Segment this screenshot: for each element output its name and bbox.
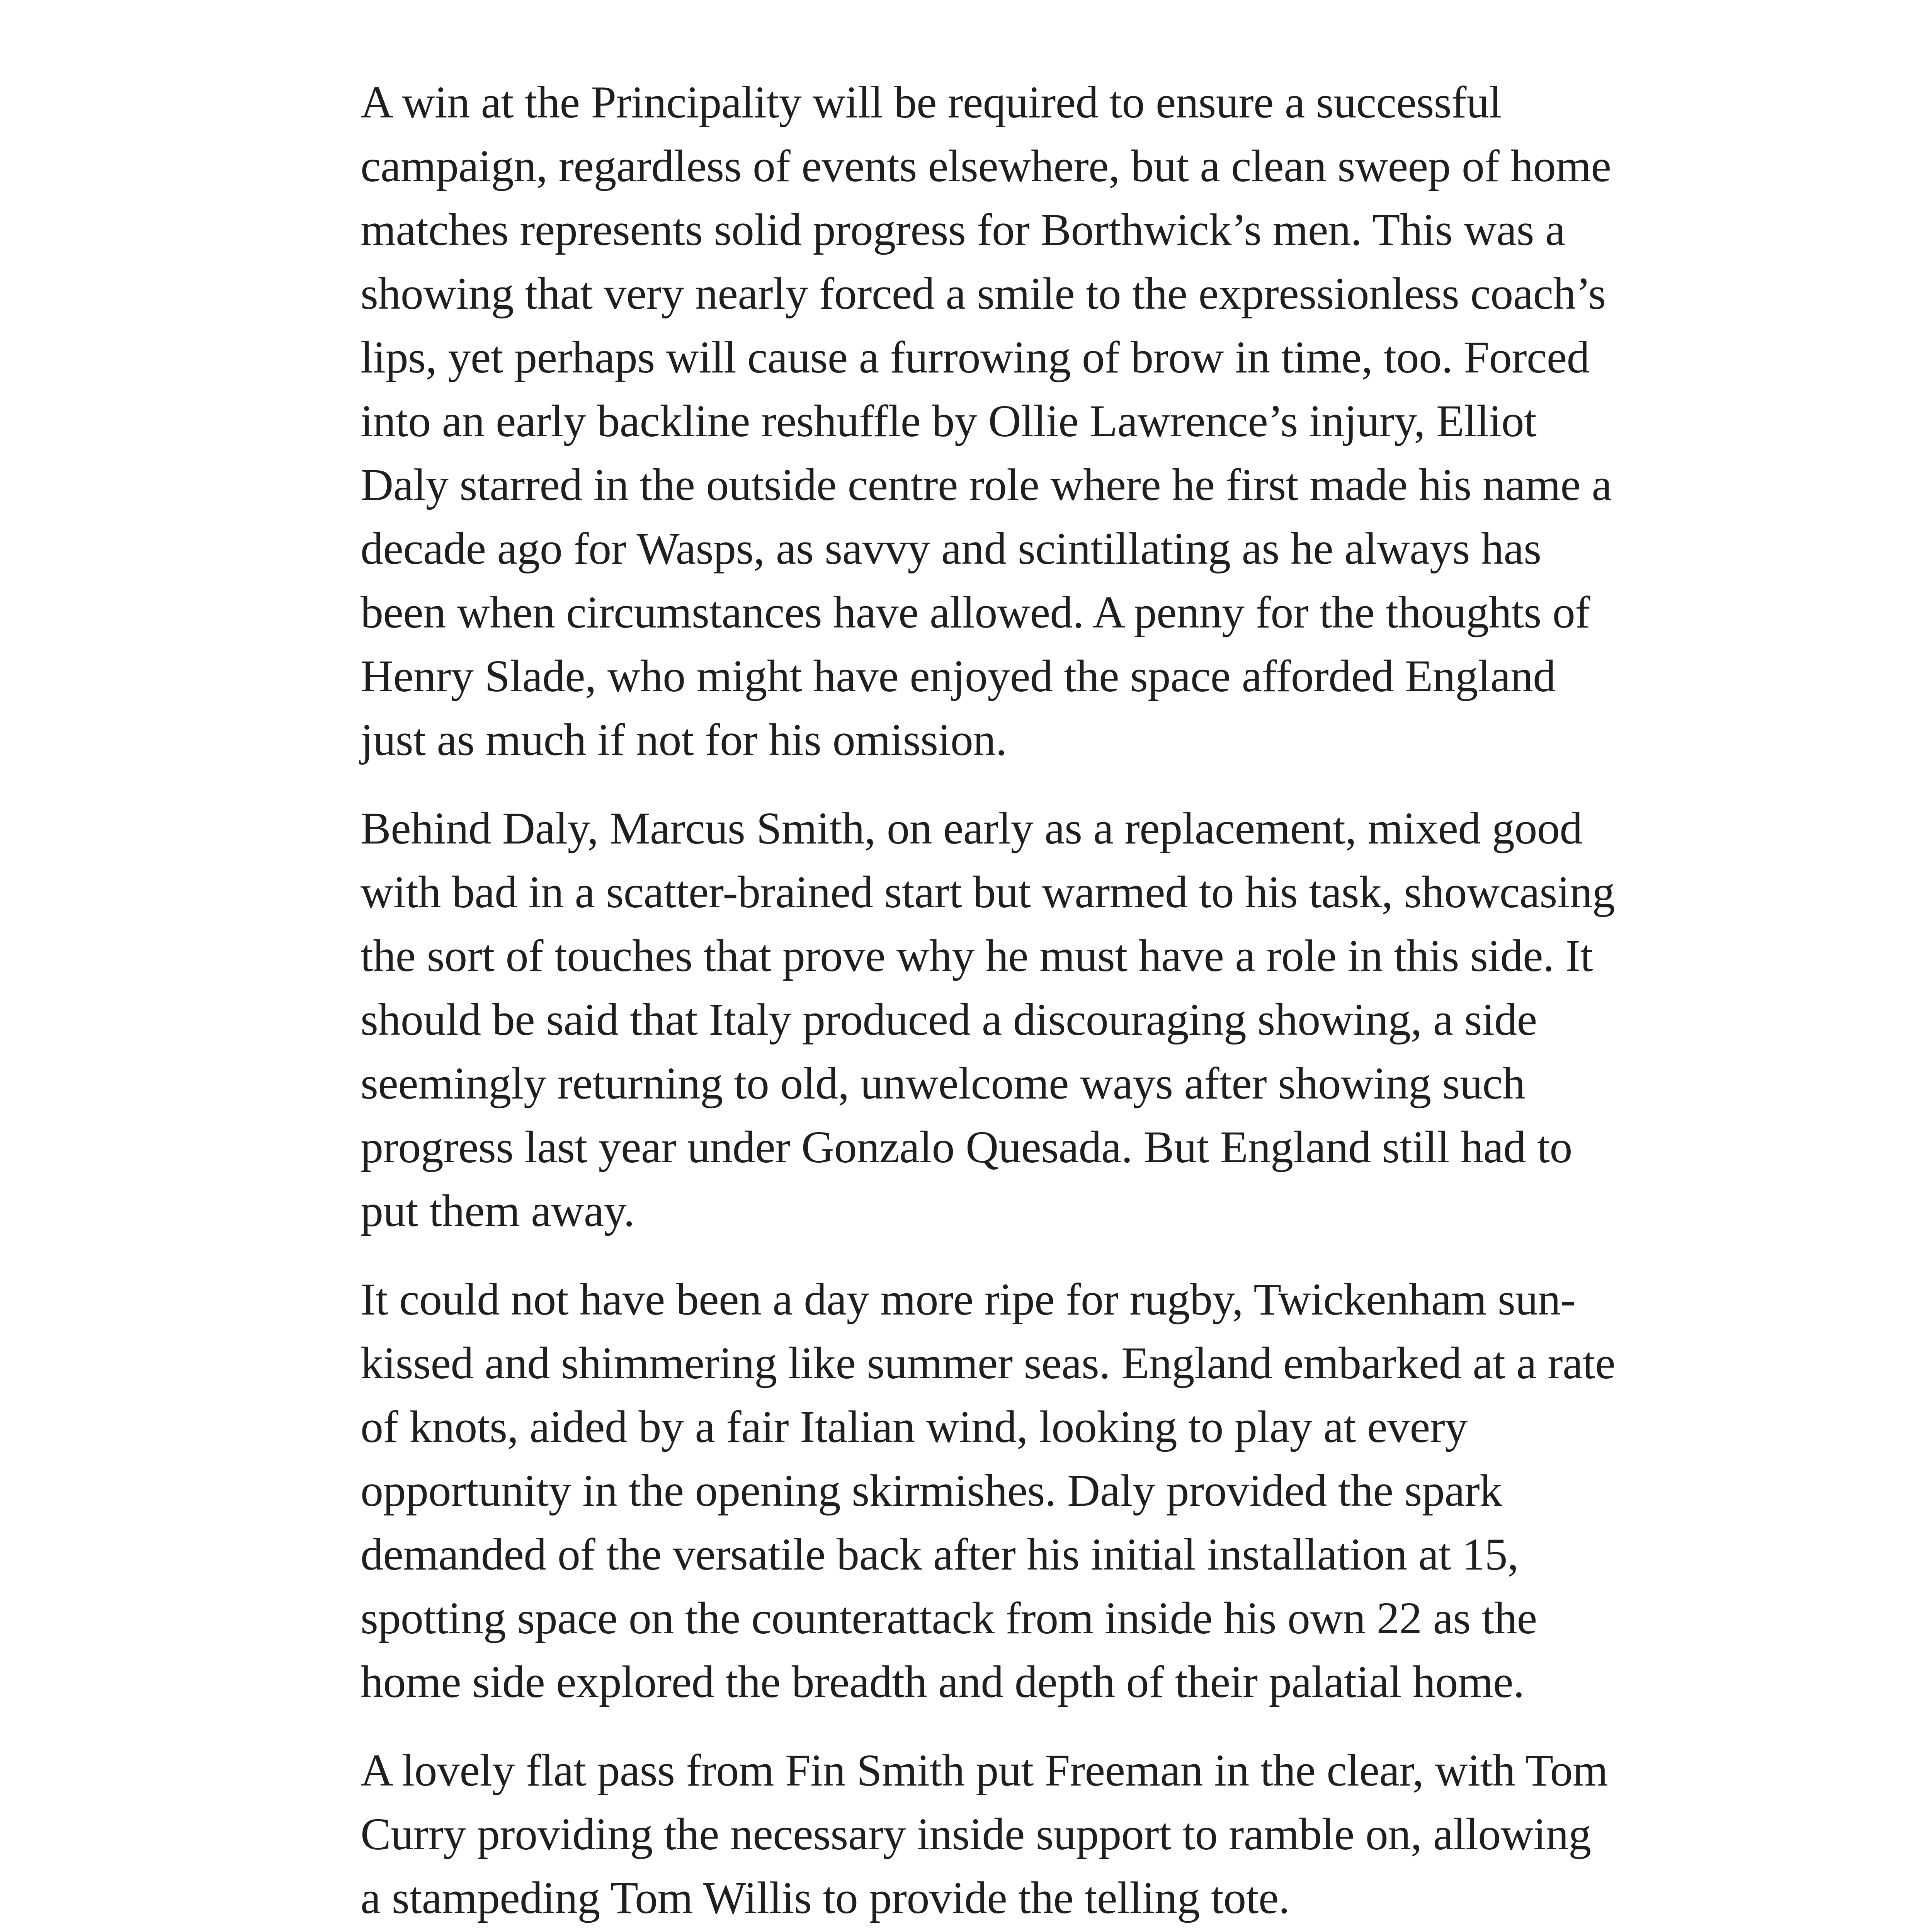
- article-paragraph-1: A win at the Principality will be required to ensure a successful campaign, regardless of events elsewhere, but a clean sweep of home matches represents solid progress for Borthwick’s men. This was a showing that very nearly forced a smile to the expressionless coach’s lips, yet perhaps will cause a furrowing of brow in time, too. Forced into an early backline reshuffle by Ollie Lawrence’s injury, Elliot Daly starred in the outside centre role where he first made his name a decade ago for Wasps, as savvy and scintillating as he always has been when circumstances have allowed. A penny for the thoughts of Henry Slade, who might have enjoyed the space afforded England just as much if not for his omission.: [361, 77, 1612, 765]
- article-paragraph-4: A lovely flat pass from Fin Smith put Freeman in the clear, with Tom Curry providing the necessary inside support to ramble on, allowing a stampeding Tom Willis to provide the telling tote.: [361, 1745, 1608, 1923]
- article-paragraph-3: It could not have been a day more ripe for rugby, Twickenham sun-kissed and shimmering like summer seas. England embarked at a rate of knots, aided by a fair Italian wind, looking to play at every opportunity in the opening skirmishes. Daly provided the spark demanded of the versatile back after his initial installation at 15, spotting space on the counterattack from inside his own 22 as the home side explored the breadth and depth of their palatial home.: [361, 1274, 1616, 1707]
- article-body: [361, 70, 1616, 1932]
- article-paragraph-2: Behind Daly, Marcus Smith, on early as a replacement, mixed good with bad in a scatter-brained start but warmed to his task, showcasing the sort of touches that prove why he must have a role in this side. It should be said that Italy produced a discouraging showing, a side seemingly returning to old, unwelcome ways after showing such progress last year under Gonzalo Quesada. But England still had to put them away.: [361, 803, 1615, 1236]
